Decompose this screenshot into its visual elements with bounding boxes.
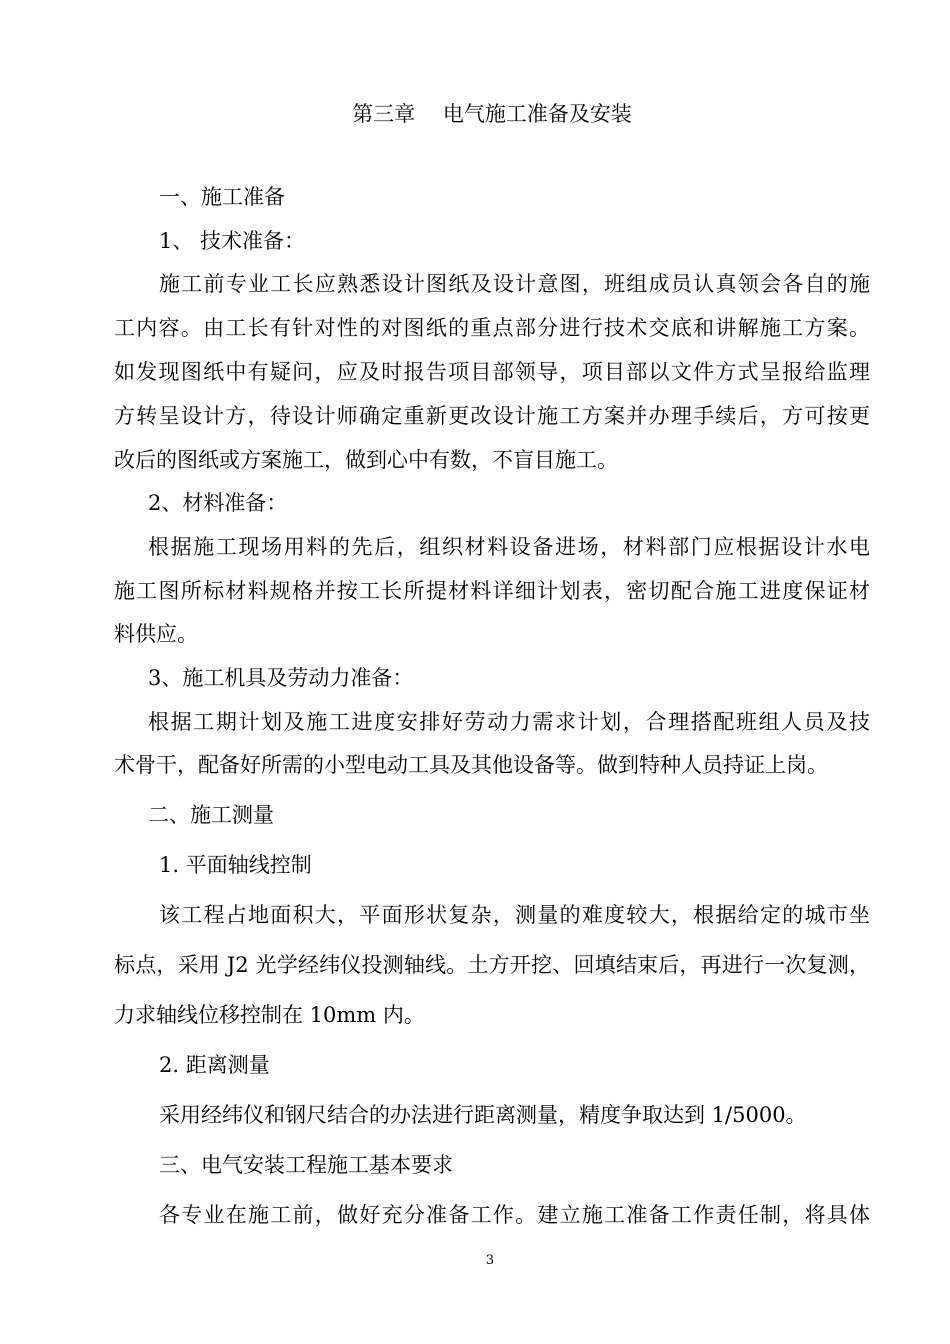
paragraph-line: 术骨干，配备好所需的小型电动工具及其他设备等。做到特种人员持证上岗。 — [114, 753, 828, 777]
paragraph-line: 采用经纬仪和钢尺结合的办法进行距离测量，精度争取达到 1/5000。 — [159, 1103, 807, 1127]
paragraph-line: 施工图所标材料规格并按工长所提材料详细计划表，密切配合施工进度保证材 — [114, 579, 870, 603]
paragraph-line: 改后的图纸或方案施工，做到心中有数，不盲目施工。 — [114, 448, 618, 472]
paragraph-line: 根据施工现场用料的先后，组织材料设备进场，材料部门应根据设计水电 — [148, 535, 870, 559]
section-heading-construction-preparation: 一、施工准备 — [159, 185, 285, 209]
subheading-material-preparation: 2、材料准备： — [148, 491, 288, 515]
paragraph-line: 根据工期计划及施工进度安排好劳动力需求计划，合理搭配班组人员及技 — [148, 710, 870, 734]
subheading-distance-measurement: 2. 距离测量 — [159, 1053, 270, 1077]
subheading-plane-axis-control: 1. 平面轴线控制 — [159, 853, 312, 877]
subheading-technical-preparation: 1、 技术准备： — [159, 229, 306, 253]
chapter-title: 第三章 电气施工准备及安装 — [352, 102, 632, 126]
page-number: 3 — [485, 1253, 495, 1268]
paragraph-line: 方转呈设计方，待设计师确定重新更改设计施工方案并办理手续后，方可按更 — [114, 404, 870, 428]
section-heading-electrical-installation-requirements: 三、电气安装工程施工基本要求 — [159, 1153, 453, 1177]
subheading-tools-labor-preparation: 3、施工机具及劳动力准备： — [148, 666, 414, 690]
paragraph-line: 如发现图纸中有疑问，应及时报告项目部领导，项目部以文件方式呈报给监理 — [114, 360, 870, 384]
paragraph-line: 标点，采用 J2 光学经纬仪投测轴线。土方开挖、回填结束后，再进行一次复测， — [114, 953, 870, 977]
paragraph-line: 力求轴线位移控制在 10mm 内。 — [114, 1003, 425, 1027]
paragraph-line: 施工前专业工长应熟悉设计图纸及设计意图，班组成员认真领会各自的施 — [159, 272, 870, 296]
paragraph-line: 料供应。 — [114, 622, 198, 646]
paragraph-line: 工内容。由工长有针对性的对图纸的重点部分进行技术交底和讲解施工方案。 — [114, 316, 870, 340]
paragraph-line: 该工程占地面积大，平面形状复杂，测量的难度较大，根据给定的城市坐 — [159, 903, 870, 927]
paragraph-line: 各专业在施工前，做好充分准备工作。建立施工准备工作责任制，将具体 — [159, 1203, 870, 1227]
section-heading-construction-survey: 二、施工测量 — [148, 803, 274, 827]
